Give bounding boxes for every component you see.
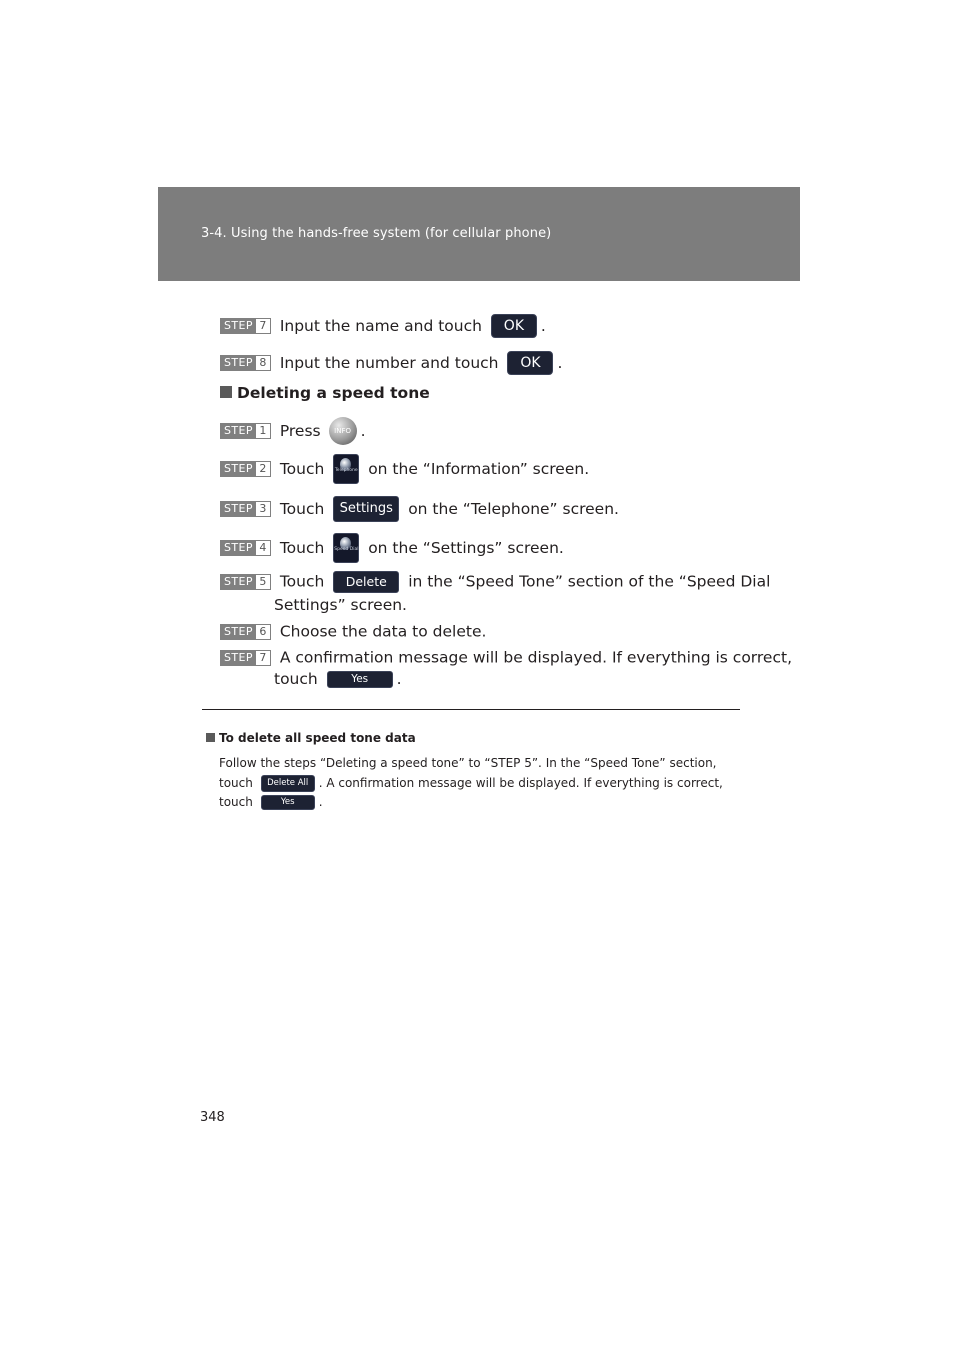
ok-button: OK [507,351,553,375]
step-badge: STEP 4 [220,540,271,556]
square-bullet-icon [206,733,215,742]
section-heading: Deleting a speed tone [220,382,430,404]
square-bullet-icon [220,386,232,398]
note-text: touch Yes . [219,795,323,809]
step-row: STEP 2 Touch Telephone on the “Information” screen. [220,454,589,484]
note-text: Follow the steps “Deleting a speed tone” to “STEP 5”. In the “Speed Tone” section, [219,756,717,770]
step-badge: STEP 1 [220,423,271,439]
note-text: touch Delete All . A confirmation message will be displayed. If everything is correct, [219,776,723,790]
step-badge: STEP 7 [220,318,271,334]
step-row: STEP 3 Touch Settings on the “Telephone” screen. [220,496,619,522]
section-header-bar [158,187,800,281]
step-badge: STEP 6 [220,624,271,640]
step-row: STEP 1 Press INFO . [220,417,366,445]
note-heading: To delete all speed tone data [206,731,416,745]
info-button-icon: INFO [329,417,357,445]
yes-button: Yes [327,671,393,688]
step-row: STEP 6 Choose the data to delete. [220,620,486,643]
yes-button: Yes [261,795,315,810]
step-badge: STEP 7 [220,650,271,666]
step-badge: STEP 2 [220,461,271,477]
section-header-title: 3-4. Using the hands-free system (for cellular phone) [201,226,552,241]
page-number: 348 [200,1110,225,1125]
step-text-continuation: touch Yes . [274,670,402,688]
step-badge: STEP 8 [220,355,271,371]
delete-all-button: Delete All [261,775,315,792]
ok-button: OK [491,314,537,338]
step-badge: STEP 3 [220,501,271,517]
step-row: STEP 8 Input the number and touch OK . [220,351,562,375]
telephone-icon: Telephone [333,454,359,484]
step-text: Input the number and touch [279,354,499,372]
step-row: STEP 4 Touch Speed Dial on the “Settings” screen. [220,533,564,563]
step-text-continuation: Settings” screen. [274,596,407,614]
step-badge: STEP 5 [220,574,271,590]
settings-button: Settings [333,496,399,522]
step-row: STEP 7 Input the name and touch OK . [220,314,546,338]
speed-dial-icon: Speed Dial [333,533,359,563]
divider [202,709,740,710]
step-row: STEP 7 A confirmation message will be displayed. If everything is correct, [220,646,792,669]
step-row: STEP 5 Touch Delete in the “Speed Tone” section of the “Speed Dial [220,570,770,593]
step-text: Input the name and touch [279,317,482,335]
delete-button: Delete [333,571,399,593]
